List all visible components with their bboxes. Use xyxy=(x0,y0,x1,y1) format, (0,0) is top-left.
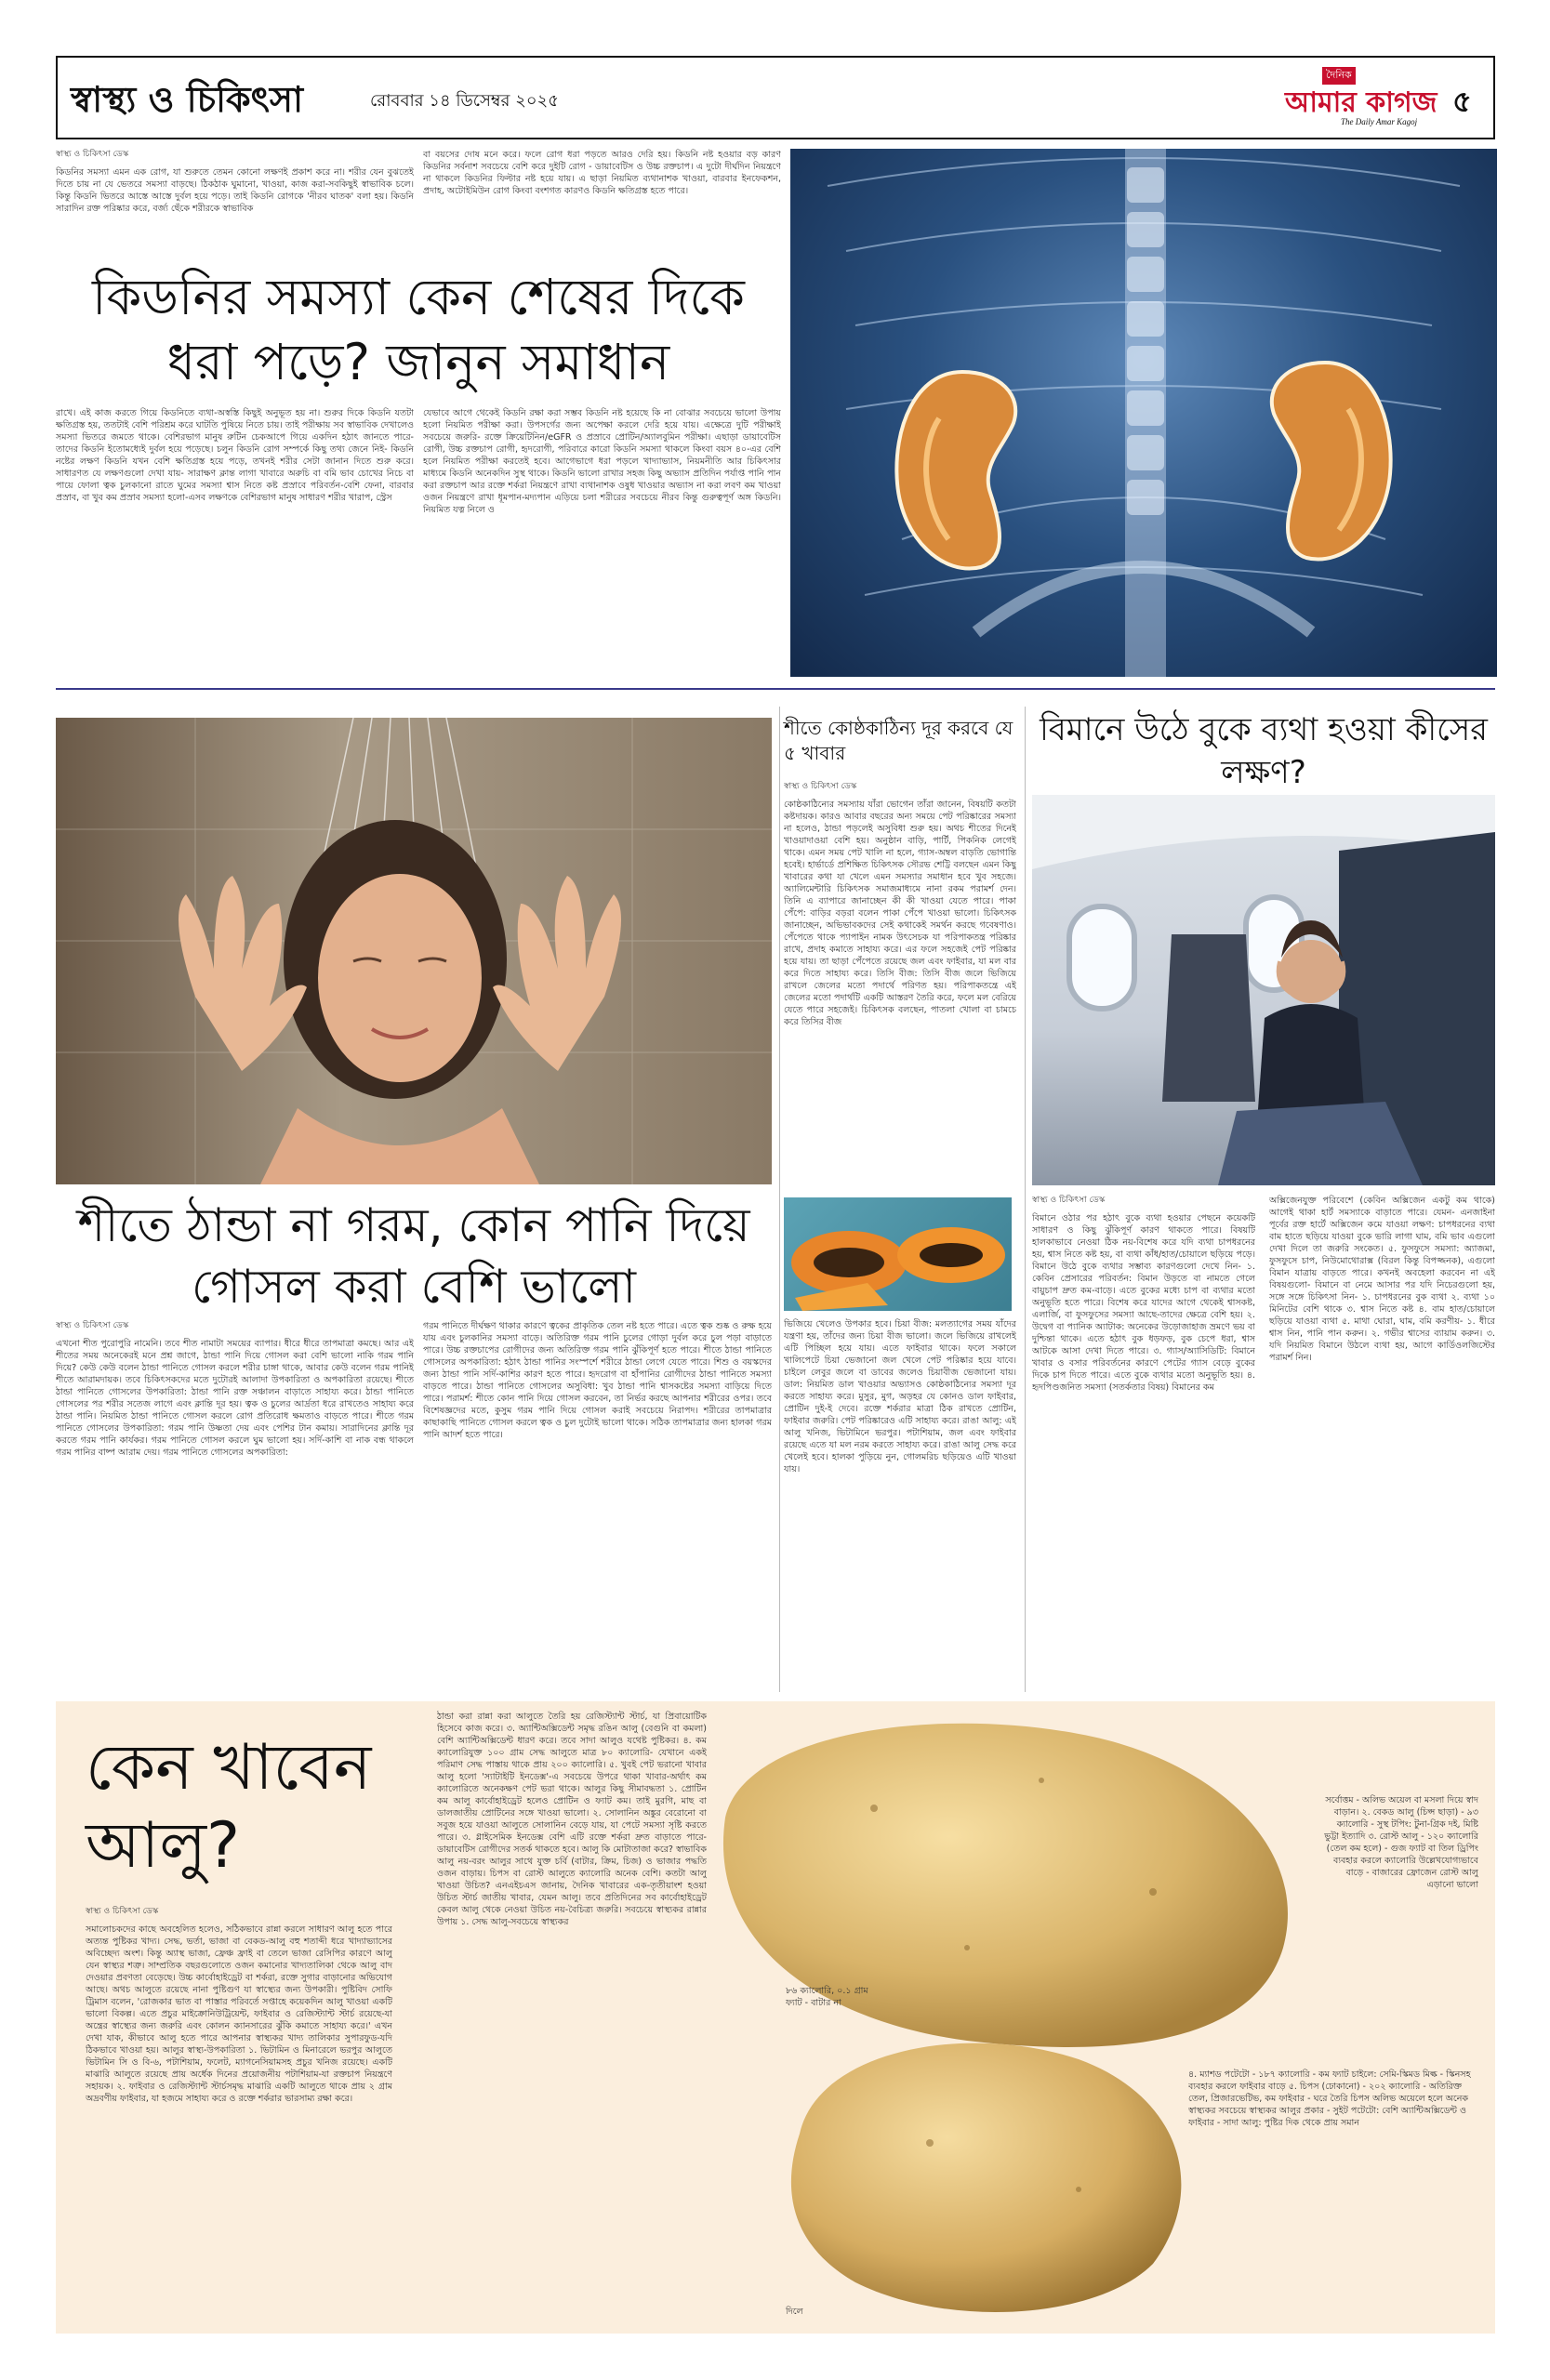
potato-right-text2: ৪. ম্যাশড পটেটো - ১৮৭ ক্যালোরি - কম ফ্যাট চাইলে: সেমি-স্কিমড মিল্ক - স্কিনসহ ব্যবহার করলে ফাইবার বাড়ে ৫. চিপস (ঢোকানো) - ২০২ ক্যালোরি - অতিরিক্ত তেল, প্রিজারভেটিভ, কম ফাইবার - ঘরে তৈরি চিপস অলিভ অয়েলে হলে অনেক স্বাস্থ্যকর সবচেয়ে স্বাস্থ্যকর আলুর প্রকার - সুইট পটেটো: বেশি অ্যান্টিঅক্সিডেন্ট ও ফাইবার - সাদা আলু: পুষ্টির দিক থেকে প্রায় সমান xyxy=(1188,2069,1471,2128)
potato-desk: স্বাস্থ্য ও চিকিৎসা ডেস্ক xyxy=(86,1907,159,1916)
bath-col2 xyxy=(423,1320,772,1692)
flight-col1-text: বিমানে ওঠার পর হঠাৎ বুকে ব্যথা হওয়ার পেছনে কয়েকটি সাধারণ ও কিছু ঝুঁকিপূর্ণ কারণ থাকতে পারে। বিষয়টি হালকাভাবে নেওয়া ঠিক নয়-বিশেষ করে যদি ব্যথা চাপধরনের হয়, শ্বাস নিতে কষ্ট হয়, বা ব্যথা কাঁধ/হাত/চোয়ালে ছড়িয়ে পড়ে। বিমানে উঠে বুকে ব্যথার সম্ভাব্য কারণগুলো দেখে নিন- ১. কেবিন প্রেসারের পরিবর্তন: বিমান উড়তে বা নামতে গেলে বায়ুচাপ দ্রুত কম-বাড়ে। এতে বুকের মধ্যে চাপ বা ব্যথার মতো অনুভূতি হতে পারে। বিশেষ করে যাদের আগে থেকেই শ্বাসকষ্ট, এলার্জি, বা ফুসফুসের সমস্যা আছে-তাদের ক্ষেত্রে বেশি হয়। ২. উদ্বেগ বা প্যানিক অ্যাটাক: অনেকের উড়োজাহাজ ভ্রমণে ভয় বা দুশ্চিন্তা থাকে। এতে হঠাৎ বুক ধড়ফড়, বুক চেপে ধরা, শ্বাস আটকে আসা দেখা দিতে পারে। ৩. গ্যাস/অ্যাসিডিটি: বিমানে খাবার ও বসার পরিবর্তনের কারণে পেটের গ্যাস বেড়ে বুকের দিকে চাপ দিতে পারে। এতে বুকে ব্যথার মতো অনুভূতি হয়। ৪. হৃদপিণ্ডজনিত সমস্যা (সতর্কতার বিষয়) বিমানের কম xyxy=(1032,1213,1255,1393)
potato-col1 xyxy=(86,1906,392,2324)
potato-right-text: সর্বোত্তম - অলিভ অয়েল বা মসলা দিয়ে স্বাদ বাড়ান। ২. বেকড আলু (চিপ্স ছাড়া) - ৯৩ ক্যালোরি - সুস্থ টপিং: টুনা-গ্রিক দই, মিষ্টি ভুট্টা ইত্যাদি ৩. রোস্ট আলু - ১২০ ক্যালোরি (তেল কম হলে) - গুজ ফ্যাট বা তিল ড্রিপিং ব্যবহার করলে ক্যালোরি উল্লেখযোগ্যভাবে বাড়ে - বাজারের ফ্রোজেন রোস্ট আলু এড়ানো ভালো xyxy=(1324,1795,1478,1890)
constipation-col1-text: কোষ্ঠকাঠিন্যের সমস্যায় যাঁরা ভোগেন তাঁরা জানেন, বিষয়টি কতটা কষ্টদায়ক। কারও আবার বছরের অন্য সময়ে পেট পরিষ্কারের সমস্যা না হলেও, ঠান্ডা পড়লেই অসুবিধা শুরু হয়। অথচ শীতের দিনেই খাওয়াদাওয়া বেশি হয়। অনুষ্ঠান বাড়ি, পার্টি, পিকনিক লেগেই থাকে। এমন সময় পেট খালি না হলে, গ্যাস-অম্বল বাড়তি ভোগান্তি হবেই। হার্ভার্ডে প্রশিক্ষিত চিকিৎসক সৌরভ শেট্টি বলছেন এমন কিছু খাবারের কথা যা খেলে এমন সমস্যার সমাধান হবে খুব সহজে। অ্যালিমেন্টারি চিকিৎসক সমাজমাধ্যমে নানা রকম পরামর্শ দেন। তিনি এ ব্যাপারে জানাচ্ছেন কী কী খাওয়া যেতে পারে। পাকা পেঁপে: বাড়ির বড়রা বলেন পাকা পেঁপে খাওয়া ভালো। চিকিৎসক জানাচ্ছেন, অভিভাবকদের সেই কথাকেই সমর্থন করছে গবেষণাও। পেঁপেতে থাকে প্যাপাইন নামক উৎসেচক যা পরিপাকতন্ত্র পরিষ্কার রাখে, প্রদাহ কমাতে সাহায্য করে। এর ফলে সহজেই পেট পরিষ্কার হয়ে যায়। তা ছাড়া পেঁপেতে রয়েছে জল এবং ফাইবার, যা মল বার করে দিতে সাহায্য করে। তিসি বীজ: তিসি বীজ জলে ভিজিয়ে রাখলে জেলের মতো পদার্থে পরিণত হয়। পরিপাকতন্ত্রে এই জেলের মতো পদার্থটি একটি আস্তরণ তৈরি করে, ফলে মল বেরিয়ে যেতে পারে সহজেই। চিকিৎসক বলছেন, পাতলা খোলা বা চামচে করে তিসির বীজ xyxy=(784,800,1016,1027)
constipation-col2 xyxy=(784,1318,1016,1690)
kidney-col2-top: বা বয়সের দোষ মনে করে। ফলে রোগ ধরা পড়তে আরও দেরি হয়। কিডনি নষ্ট হওয়ার বড় কারণ কিডনির সর্বনাশ সবচেয়ে বেশি করে দুইটি রোগ - ডায়াবেটিস ও উচ্চ রক্তচাপ। এ দুটো দীর্ঘদিন নিয়ন্ত্রণে না থাকলে কিডনির ফিল্টার নষ্ট হয়ে যায়। এ ছাড়া নিয়মিত ব্যথানাশক খাওয়া, বারবার ইনফেকশন, প্রদাহ, অটোইমিউন রোগ কিংবা বংশগত কারণও কিডনি ক্ষতিগ্রস্ত হতে পারে। xyxy=(423,150,781,196)
airplane-illustration xyxy=(1032,795,1495,1185)
flight-col1 xyxy=(1032,1195,1255,1692)
kidney-headline: কিডনির সমস্যা কেন শেষের দিকে ধরা পড়ে? জানুন সমাধান xyxy=(92,268,745,391)
constipation-col2-text: ভিজিয়ে খেলেও উপকার হবে। চিয়া বীজ: মলত্যাগের সময় যাঁদের যন্ত্রণা হয়, তাঁদের জন্য চিয়া বীজ ভালো। জলে ভিজিয়ে রাখলেই এটি পিচ্ছিল হয়ে যায়। এতে ফাইবার থাকে। ফলে সকালে খালিপেটে চিয়া ভেজানো জল খেলে পেট পরিষ্কার হয়ে যাবে। চাইলে লেবুর জলে বা ডাবের জলেও চিয়াবীজ ভেজানো যায়। ডাল: নিয়মিত ডাল খাওয়ার অভ্যাসও কোষ্ঠকাঠিন্যের সমস্যা দূর করতে সাহায্য করে। মুসুর, মুগ, অড়হর যে কোনও ডাল ফাইবার, প্রোটিন দুই-ই দেবে। রক্তে শর্করার মাত্রা ঠিক রাখতে প্রোটিন, ফাইবার জরুরি। পেট পরিষ্কারেও এটি সাহায্য করে। রাঙা আলু: এই আলু খনিজ, ভিটামিনে ভরপুর। পটাশিয়াম, জল এবং ফাইবার রয়েছে এতে যা মল নরম করতে সাহায্য করে। রাঙা আলু সেদ্ধ করে খেলেই হবে। হালকা পুড়িয়ে নুন, গোলমরিচ ছড়িয়েও এটি খাওয়া যায়। xyxy=(784,1319,1016,1474)
potato-col2-text: ঠান্ডা করা রান্না করা আলুতে তৈরি হয় রেজিস্ট্যান্ট স্টার্চ, যা প্রিবায়োটিক হিসেবে কাজ করে। ৩. অ্যান্টিঅক্সিডেন্ট সমৃদ্ধ রঙিন আলু (বেগুনি বা কমলা) বেশি অ্যান্টিঅক্সিডেন্ট ধারণ করে। তবে সাদা আলুও যথেষ্ট পুষ্টিকর। ৪. কম ক্যালোরিযুক্ত ১০০ গ্রাম সেদ্ধ আলুতে মাত্র ৮০ ক্যালোরি- যেখানে একই পরিমাণ সেদ্ধ পাস্তায় থাকে প্রায় ২০০ ক্যালোরি। ৫. খুবই পেট ভরানো খাবার আলু হলো 'স্যাটাইটি ইনডেক্স'-এ সবচেয়ে উপরে থাকা খাবার-অর্থাৎ কম ক্যালোরিতে অনেকক্ষণ পেট ভরা থাকে। আলুর কিছু সীমাবদ্ধতা ১. প্রোটিন কম আলু কার্বোহাইড্রেট হলেও প্রোটিন ও ফ্যাট কম। তাই মুরগি, মাছ বা ডালজাতীয় প্রোটিনের সঙ্গে খাওয়া ভালো। ২. সোলানিন অঙ্কুর বেরোনো বা সবুজ হয়ে যাওয়া আলুতে সোলানিন বেড়ে যায়, যা পেটে সমস্যা সৃষ্টি করতে পারে। ৩. গ্লাইসেমিক ইনডেক্স বেশি এটি রক্তে শর্করা দ্রুত বাড়াতে পারে-ডায়াবেটিস রোগীদের সতর্ক থাকতে হবে। আলু কি মোটাতাজা করে? স্বাভাবিক আলু নয়-বরং আলুর সাথে যুক্ত চর্বি (বাটার, ক্রিম, চিজ) ও ভাজার পদ্ধতি ওজন বাড়ায়। চিপস বা রোস্ট আলুতে ক্যালোরি অনেক বেশি। কতটা আলু খাওয়া উচিত? এনএইচএস জানায়, দৈনিক খাবারের এক-তৃতীয়াংশ হওয়া উচিত স্টার্চ জাতীয় খাবার, যেমন আলু। তবে প্রতিদিনের সব কার্বোহাইড্রেট কেবল আলু থেকে নেওয়া উচিত নয়-বৈচিত্র্য জরুরি। সবচেয়ে স্বাস্থ্যকর রান্নার উপায় ১. সেদ্ধ আলু-সবচেয়ে স্বাস্থ্যকর xyxy=(437,1712,707,1927)
flight-col2 xyxy=(1269,1195,1495,1692)
kidney-body2: যেভাবে আগে থেকেই কিডনি রক্ষা করা সম্ভব কিডনি নষ্ট হয়েছে কি না বোঝার সবচেয়ে ভালো উপায় হলো নিয়মিত পরীক্ষা করা। উপসর্গের জন্য অপেক্ষা করলে দেরি হয়ে যায়। এক্ষেত্রে দুটি পরীক্ষাই সবচেয়ে জরুরি- রক্তে ক্রিয়েটিনিন/eGFR ও প্রস্রাবে প্রোটিন/অ্যালবুমিন পরীক্ষা। এছাড়া ডায়াবেটিস রোগী, উচ্চ রক্তচাপ রোগী, হৃদরোগী, পরিবারে কারো কিডনি সমস্যা থাকলে কিংবা বয়স ৪০-এর বেশি হলে নিয়মিত পরীক্ষা করতেই হবে। আগেভাগে ধরা পড়লে খাদ্যাভ্যাস, নিয়মনীতি আর চিকিৎসার মাধ্যমে কিডনি অনেকদিন সুস্থ থাকে। কিডনি ভালো রাখার সহজ কিছু অভ্যাস প্রতিদিন পর্যাপ্ত পানি পান করা রক্তচাপ আর রক্তে শর্করা নিয়ন্ত্রণে রাখা ব্যথানাশক ওষুধ খাওয়ার অভ্যাস না করা লবণ কম খাওয়া ওজন নিয়ন্ত্রণে রাখা ধূমপান-মদ্যপান এড়িয়ে চলা শরীরের সবচেয়ে নীরব কিন্তু গুরুত্বপূর্ণ অঙ্গ কিডনি। নিয়মিত যত্ন নিলে ও xyxy=(423,408,781,515)
bath-col2-text: গরম পানিতে দীর্ঘক্ষণ থাকার কারণে ত্বকের প্রাকৃতিক তেল নষ্ট হতে পারে। এতে ত্বক শুষ্ক ও রুক্ষ হয়ে যায় এবং চুলকানির সমস্যা বাড়ে। অতিরিক্ত গরম পানি চুলের গোড়া দুর্বল করে চুল পড়া বাড়াতে পারে। উচ্চ রক্তচাপের রোগীদের জন্য অতিরিক্ত গরম পানি ঝুঁকিপূর্ণ হতে পারে। শীতে ঠান্ডা পানিতে গোসলের অপকারিতা: হঠাৎ ঠান্ডা পানির সংস্পর্শে শরীরে ঠান্ডা লেগে যেতে পারে। শিশু ও বয়স্কদের জন্য ঠান্ডা পানি সর্দি-কাশির কারণ হতে পারে। হৃদরোগ বা হাঁপানির রোগীদের ঠান্ডা পানিতে সমস্যা বাড়তে পারে। ঠান্ডা পানিতে গোসলের অসুবিধা: খুব ঠান্ডা পানি শ্বাসকষ্টের সমস্যা বাড়িয়ে দিতে পারে। পরামর্শ: শীতে কোন পানি দিয়ে গোসল করবেন, তা নির্ভর করছে আপনার শরীরের ওপর। তবে বিশেষজ্ঞদের মতে, কুসুম গরম পানি দিয়ে গোসল করাই সবচেয়ে নিরাপদ। শরীরের তাপমাত্রার কাছাকাছি পানিতে গোসল করলে ত্বক ও চুল দুটোই ভালো থাকে। সঠিক তাপমাত্রার জন্য হালকা গরম পানি আদর্শ হতে পারে। xyxy=(423,1321,772,1440)
potato-right-col2 xyxy=(1188,2069,1478,2329)
paper-logo-name: আমার কাগজ xyxy=(1285,86,1437,119)
bath-headline: শীতে ঠান্ডা না গরম, কোন পানি দিয়ে গোসল করা বেশি ভালো xyxy=(77,1198,750,1314)
airplane-passenger-image xyxy=(1032,795,1495,1185)
kidney-xray-image xyxy=(790,149,1497,677)
bath-col1-text: এখনো শীত পুরোপুরি নামেনি। তবে শীত নামাটা সময়ের ব্যাপার। ধীরে ধীরে তাপমাত্রা কমছে। আর এই শীতের সময় অনেকেরই মনে প্রশ্ন জাগে, ঠান্ডা পানি দিয়ে গোসল করা বেশি ভালো নাকি গরম পানি দিয়ে? কেউ কেউ বলেন ঠান্ডা পানিতে গোসল করলে শরীর চাঙ্গা থাকে, আবার কেউ বলেন গরম পানিই শীতে আরামদায়ক। তবে চিকিৎসকদের মতে দুটোরই আলাদা উপকারিতা ও অপকারিতা রয়েছে। শীতে ঠান্ডা পানিতে গোসলের উপকারিতা: ঠান্ডা পানি রক্ত সঞ্চালন বাড়াতে সাহায্য করে। ঠান্ডা পানিতে গোসলের পর শরীর সতেজ লাগে এবং ক্লান্তি দূর হয়। ত্বক ও চুলের আর্দ্রতা ধরে রাখতেও সাহায্য করে ঠান্ডা পানি। নিয়মিত ঠান্ডা পানিতে গোসল করলে রোগ প্রতিরোধ ক্ষমতাও বাড়তে পারে। শীতে গরম পানিতে গোসলের উপকারিতা: গরম পানি উষ্ণতা দেয় এবং পেশির টান কমায়। সারাদিনের ক্লান্তি দূর করতে গরম পানি কার্যকর। গরম পানিতে গোসল করলে ঘুম ভালো হয়। সর্দি-কাশি বা নাক বন্ধ থাকলে গরম পানির বাষ্প আরাম দেয়। গরম পানিতে গোসলের অপকারিতা: xyxy=(56,1339,414,1458)
right-kidney-shape xyxy=(1272,363,1391,560)
kidney-body-col2 xyxy=(423,407,781,677)
constipation-desk: স্বাস্থ্য ও চিকিৎসা ডেস্ক xyxy=(784,782,857,791)
potato-headline-line2: আলু? xyxy=(86,1809,241,1883)
potato-col2 xyxy=(437,1711,707,2324)
flight-desk: স্বাস্থ্য ও চিকিৎসা ডেস্ক xyxy=(1032,1196,1106,1205)
kidney-intro: কিডনির সমস্যা এমন এক রোগ, যা শুরুতে তেমন কোনো লক্ষণই প্রকাশ করে না। শরীর যেন বুঝতেই দিতে চায় না যে ভেতরে সমস্যা বাড়ছে। ঠিকঠাক ঘুমানো, খাওয়া, কাজ করা-সবকিছুই স্বাভাবিক চলে। কিন্তু কিডনি ভিতরে আস্তে আস্তে দুর্বল হয়ে পড়ে। তাই কিডনি রোগকে 'নীরব ঘাতক' বলা হয়। কিডনি সারাদিন রক্ত পরিষ্কার করে, বর্জ্য ছেঁকে শরীরকে স্বাভাবিক xyxy=(56,167,414,214)
left-kidney-shape xyxy=(896,372,1015,569)
paper-logo-prefix: দৈনিক xyxy=(1322,67,1356,85)
potato-dile: দিলে xyxy=(786,2307,803,2317)
masthead xyxy=(56,56,1495,139)
issue-date: রোববার ১৪ ডিসেম্বর ২০২৫ xyxy=(370,91,559,111)
flight-col2-text: অক্সিজেনযুক্ত পরিবেশে (কেবিন অক্সিজেন একটু কম থাকে) আগেই থাকা হার্ট সমস্যাকে বাড়াতে পারে। যেমন- এনজাইনা পূর্বের রক্ত হার্টে অক্সিজেন কমে যাওয়া লক্ষণ: চাপধরনের ব্যথা বাম হাতে ছড়িয়ে যাওয়া বুকে ভারি লাগা ঘাম, বমি ভাব এগুলো দেখা দিলে তা জরুরি সংকেত। ৫. ফুসফুসে সমস্যা: অ্যাজমা, ফুসফুসে চাপ, নিউমোথোরাক্স (বিরল কিন্তু বিপজ্জনক), এগুলো বিমান যাত্রায় বাড়তে পারে। কখনই অবহেলা করবেন না এই বিষয়গুলো- বিমানে বা নেমে আসার পর যদি নিচেরগুলো হয়, সঙ্গে সঙ্গে চিকিৎসা নিন- ১. চাপধরনের বুক ব্যথা ২. ব্যথা ১০ মিনিটের বেশি থাকে ৩. শ্বাস নিতে কষ্ট ৪. বাম হাত/চোয়ালে ছড়িয়ে যাওয়া ব্যথা ৫. মাথা ঘোরা, ঘাম, বমি করণীয়- ১. ধীরে শ্বাস নিন, পানি পান করুন। ২. গভীর শ্বাসের ব্যায়াম করুন। ৩. যদি নিয়মিত বিমানে উঠলে ব্যথা হয়, আগে কার্ডিওলজিস্টের পরামর্শ নিন। xyxy=(1269,1196,1495,1363)
kidney-intro-col1 xyxy=(56,149,414,260)
papaya-image xyxy=(784,1197,1012,1311)
kidney-intro-col2 xyxy=(423,149,781,260)
constipation-col1 xyxy=(784,781,1016,1190)
bath-col1 xyxy=(56,1320,414,1692)
kidney-body-col1 xyxy=(56,407,414,677)
bath-desk: স্বাস্থ্য ও চিকিৎসা ডেস্ক xyxy=(56,1321,129,1330)
flight-headline: বিমানে উঠে বুকে ব্যথা হওয়া কীসের লক্ষণ? xyxy=(1040,711,1488,791)
potato-right-col xyxy=(1320,1794,1478,2045)
kidney-body1: রাখে। এই কাজ করতে গিয়ে কিডনিতে ব্যথা-অস্বস্তি কিছুই অনুভূত হয় না। শুরুর দিকে কিডনি যতটা ক্ষতিগ্রস্ত হয়, ততটাই বেশি পরিশ্রম করে ঘাটতি পুষিয়ে নিতে চায়। তাই পরীক্ষায় সব স্বাভাবিক দেখালেও সমস্যা ভিতরে জমতে থাকে। বেশিরভাগ মানুষ রুটিন চেকআপে গিয়ে একদিন হঠাৎ জানতে পারে-তাদের কিডনি ইতোমধ্যেই দুর্বল হয়ে পড়েছে। চলুন কিডনি রোগ সম্পর্কে কিছু তথ্য জেনে নিই- কিডনি নষ্টের লক্ষণ কিডনি যখন বেশি ক্ষতিগ্রস্ত হয়ে পড়ে, তখনই শরীর সেটা জানান দিতে শুরু করে। সাধারণত যে লক্ষণগুলো দেখা যায়- সারাক্ষণ ক্লান্ত লাগা খাবারে অরুচি বা বমি ভাব চোখের নিচে বা পায়ে ফোলা ত্বক চুলকানো রাতে ঘুমের সমস্যা শ্বাস নিতে কষ্ট প্রস্রাবে পরিবর্তন-বেশি ফেনা, বারবার প্রস্রাব, বা খুব কম প্রস্রাব সমস্যা হলো-এসব লক্ষণকে বেশিরভাগ মানুষ সাধারণ শরীর খারাপ, স্ট্রেস xyxy=(56,408,414,503)
potato-col1-text: সমালোচকদের কাছে অবহেলিত হলেও, সঠিকভাবে রান্না করলে সাধারণ আলু হতে পারে অত্যন্ত পুষ্টিকর খাদ্য। সেদ্ধ, ভর্তা, ভাজা বা বেকড-আলু বহু শতাব্দী ধরে খাদ্যাভ্যাসের অবিচ্ছেদ্য অংশ। কিন্তু অ্যাস্থ ভাজা, ফ্রেঞ্চ ফ্রাই বা তেলে ভাজা রেসিপির কারণে আলু যেন স্বাস্থ্যর শত্রু। সাম্প্রতিক বছরগুলোতে ওজন কমানোর খাদ্যতালিকা থেকে আলু বাদ দেওয়ার প্রবণতা বেড়েছে। উচ্চ কার্বোহাইড্রেট বা শর্করা, রক্তে সুগার বাড়ানোর অভিযোগ আছে। অথচ আলুতে রয়েছে নানা পুষ্টিগুণ যা স্বাস্থ্যের জন্য উপকারী। পুষ্টিবিদ সোফি ট্রিমাস বলেন, 'রোজকার ভাত বা পাস্তার পরিবর্তে সপ্তাহে কয়েকদিন আলু খাওয়া একটি ভালো বিকল্প। এতে প্রচুর মাইক্রোনিউট্রিয়েন্ট, ফাইবার ও রেজিস্ট্যান্ট স্টার্চ রয়েছে-যা অন্ত্রের স্বাস্থ্যের জন্য জরুরি এবং কোলন ক্যানসারের ঝুঁকি কমাতে সাহায্য করে।' এখন দেখা যাক, কীভাবে আলু হতে পারে আপনার স্বাস্থ্যকর খাদ্য তালিকার সুপারফুড-যদি ঠিকভাবে খাওয়া হয়। আলুর স্বাস্থ্য-উপকারিতা ১. ভিটামিন ও মিনারেলে ভরপুর আলুতে ভিটামিন সি ও বি-৬, পটাশিয়াম, ফলেট, ম্যাগনেসিয়ামসহ প্রচুর খনিজ রয়েছে। একটি মাঝারি আলুতে রয়েছে প্রায় অর্ধেক দিনের প্রয়োজনীয় পটাশিয়াম-যা রক্তচাপ নিয়ন্ত্রণে সহায়ক। ২. ফাইবার ও রেজিস্ট্যান্ট স্টার্চসমৃদ্ধ মাঝারি একটি আলুতে থাকে প্রায় ২ গ্রাম অদ্রবণীয় ফাইবার, যা হজমে সাহায্য করে ও রক্তে শর্করার ভারসাম্য রক্ষা করে। xyxy=(86,1924,392,2104)
constipation-headline: শীতে কোষ্ঠকাঠিন্য দূর করবে যে ৫ খাবার xyxy=(784,717,1013,764)
shower-woman-image xyxy=(56,718,772,1184)
section-divider-1 xyxy=(56,688,1495,690)
kidney-illustration xyxy=(790,149,1497,677)
shower-illustration xyxy=(56,718,772,1184)
paper-logo xyxy=(1285,63,1443,134)
page-number: ৫ xyxy=(1452,84,1472,119)
potato-mid-note: ৮৬ ক্যালোরি, ০.১ গ্রাম ফ্যাট - বাটার না xyxy=(786,1986,868,2008)
paper-logo-en: The Daily Amar Kagoj xyxy=(1341,117,1418,126)
column-divider-2 xyxy=(1025,707,1026,1692)
section-title: স্বাস্থ্য ও চিকিৎসা xyxy=(71,79,304,120)
papaya-illustration xyxy=(784,1197,1012,1311)
kidney-desk: স্বাস্থ্য ও চিকিৎসা ডেস্ক xyxy=(56,150,129,159)
column-divider-1 xyxy=(779,707,780,1692)
potato-headline-line1: কেন খাবেন xyxy=(86,1731,372,1805)
